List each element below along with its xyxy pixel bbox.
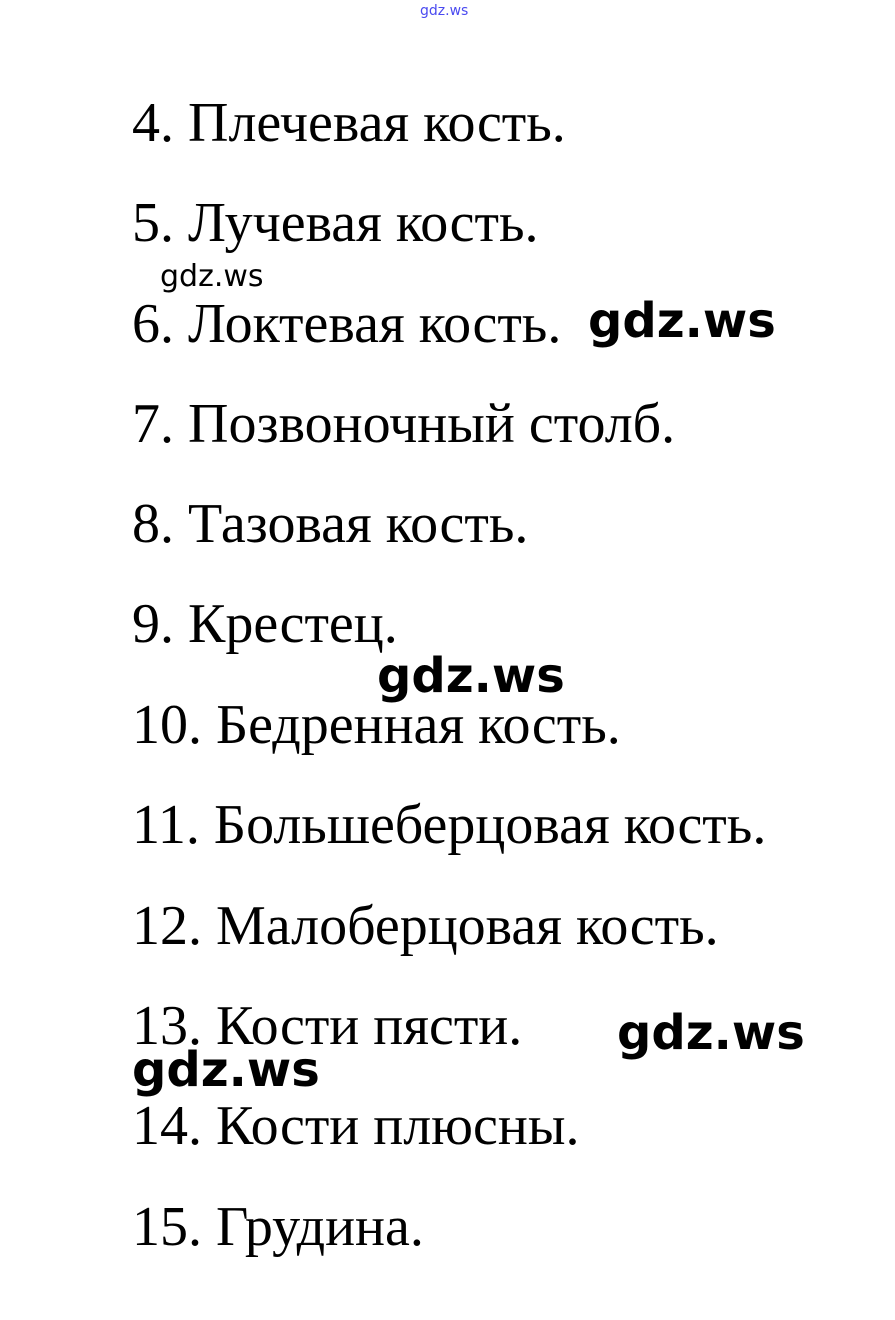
list-item: 13. Кости пясти. — [132, 995, 523, 1057]
watermark: gdz.ws — [132, 1042, 320, 1098]
list-item: 10. Бедренная кость. — [132, 694, 621, 756]
list-item: 15. Грудина. — [132, 1196, 424, 1258]
list-item: 9. Крестец. — [132, 593, 398, 655]
list-item: 4. Плечевая кость. — [132, 92, 566, 154]
list-item: 8. Тазовая кость. — [132, 493, 529, 555]
watermark-top: gdz.ws — [420, 3, 469, 19]
list-item: 12. Малоберцовая кость. — [132, 895, 719, 957]
watermark: gdz.ws — [588, 293, 776, 349]
list-item: 11. Большеберцовая кость. — [132, 794, 767, 856]
list-item: 14. Кости плюсны. — [132, 1095, 580, 1157]
list-item: 5. Лучевая кость. — [132, 192, 539, 254]
list-item: 7. Позвоночный столб. — [132, 393, 676, 455]
watermark: gdz.ws — [377, 648, 565, 704]
watermark: gdz.ws — [160, 259, 264, 294]
list-item: 6. Локтевая кость. — [132, 293, 562, 355]
watermark: gdz.ws — [617, 1005, 805, 1061]
